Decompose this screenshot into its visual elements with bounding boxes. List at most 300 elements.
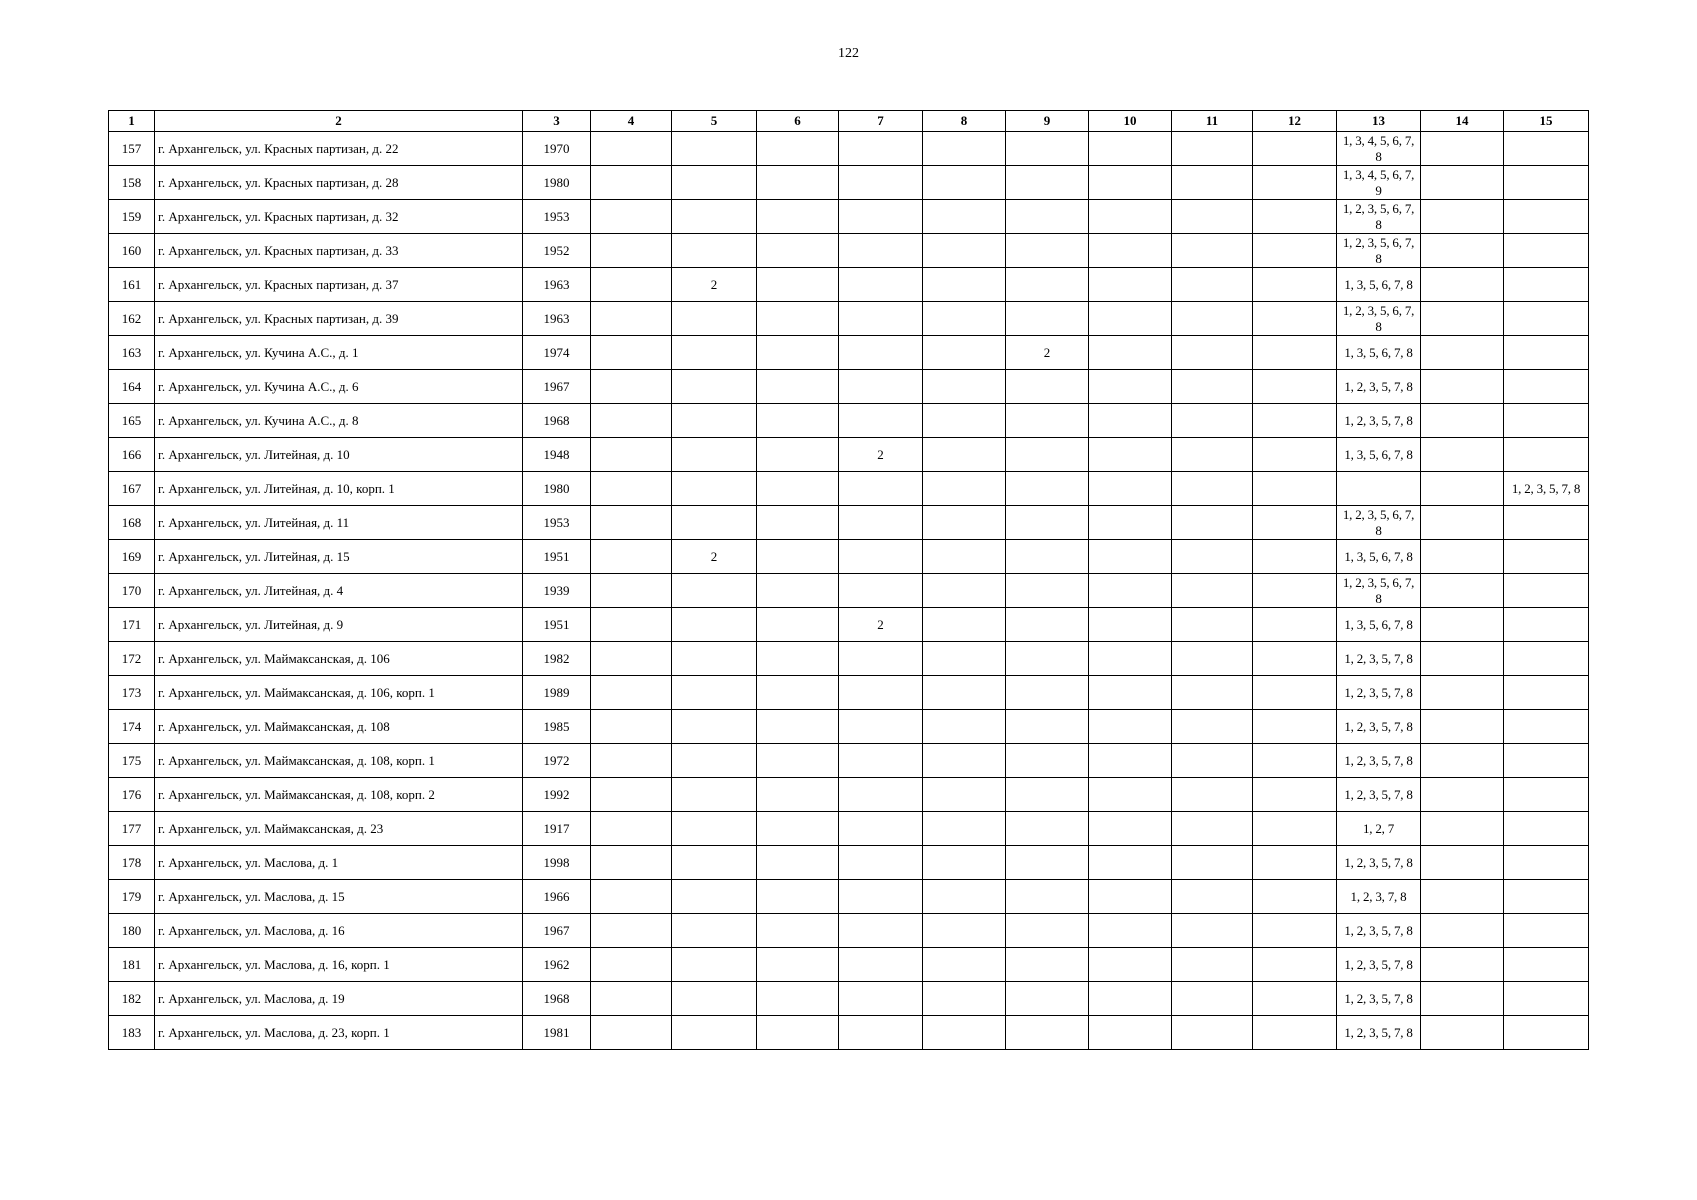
col-11-cell (1172, 370, 1253, 404)
address-cell: г. Архангельск, ул. Литейная, д. 4 (155, 574, 523, 608)
column-header-10: 10 (1089, 111, 1172, 132)
address-cell: г. Архангельск, ул. Кучина А.С., д. 8 (155, 404, 523, 438)
row-number-cell: 160 (109, 234, 155, 268)
col-5-cell (672, 1016, 757, 1050)
table-row (109, 574, 1589, 608)
col-5-cell (672, 914, 757, 948)
col-9-cell (1006, 880, 1089, 914)
col-6-cell (757, 166, 839, 200)
col-4-cell (591, 336, 672, 370)
col-8-cell (923, 234, 1006, 268)
col-6-cell (757, 132, 839, 166)
col-4-cell (591, 914, 672, 948)
col-9-cell (1006, 846, 1089, 880)
col-5-cell (672, 506, 757, 540)
row-number-cell: 172 (109, 642, 155, 676)
col-14-cell (1421, 1016, 1504, 1050)
col-14-cell (1421, 676, 1504, 710)
col-11-cell (1172, 778, 1253, 812)
col-9-cell (1006, 200, 1089, 234)
row-number-cell: 168 (109, 506, 155, 540)
col-13-cell: 1, 2, 3, 5, 7, 8 (1337, 846, 1421, 880)
col-14-cell (1421, 370, 1504, 404)
col-14-cell (1421, 234, 1504, 268)
col-15-cell (1504, 438, 1589, 472)
col-11-cell (1172, 676, 1253, 710)
address-cell: г. Архангельск, ул. Красных партизан, д. 28 (155, 166, 523, 200)
col-10-cell (1089, 744, 1172, 778)
table-row (109, 268, 1589, 302)
address-cell: г. Архангельск, ул. Литейная, д. 11 (155, 506, 523, 540)
col-13-cell: 1, 3, 5, 6, 7, 8 (1337, 540, 1421, 574)
col-4-cell (591, 812, 672, 846)
col-4-cell (591, 132, 672, 166)
row-number-cell: 182 (109, 982, 155, 1016)
col-4-cell (591, 506, 672, 540)
col-12-cell (1253, 540, 1337, 574)
col-15-cell (1504, 370, 1589, 404)
col-9-cell (1006, 234, 1089, 268)
col-12-cell (1253, 574, 1337, 608)
col-14-cell (1421, 472, 1504, 506)
col-9-cell (1006, 370, 1089, 404)
table-row (109, 438, 1589, 472)
column-header-1: 1 (109, 111, 155, 132)
col-12-cell (1253, 812, 1337, 846)
col-7-cell (839, 744, 923, 778)
col-6-cell (757, 642, 839, 676)
col-10-cell (1089, 336, 1172, 370)
col-15-cell (1504, 1016, 1589, 1050)
col-11-cell (1172, 404, 1253, 438)
col-15-cell (1504, 166, 1589, 200)
col-5-cell (672, 438, 757, 472)
year-cell: 1985 (523, 710, 591, 744)
col-15-cell (1504, 812, 1589, 846)
row-number-cell: 163 (109, 336, 155, 370)
table-header (109, 111, 1589, 132)
col-14-cell (1421, 200, 1504, 234)
col-15-cell (1504, 200, 1589, 234)
col-13-cell: 1, 2, 3, 5, 6, 7, 8 (1337, 234, 1421, 268)
col-4-cell (591, 710, 672, 744)
col-10-cell (1089, 608, 1172, 642)
col-12-cell (1253, 472, 1337, 506)
col-10-cell (1089, 812, 1172, 846)
year-cell: 1962 (523, 948, 591, 982)
col-11-cell (1172, 438, 1253, 472)
column-header-3: 3 (523, 111, 591, 132)
col-12-cell (1253, 676, 1337, 710)
col-5-cell (672, 472, 757, 506)
col-5-cell (672, 846, 757, 880)
address-cell: г. Архангельск, ул. Маслова, д. 15 (155, 880, 523, 914)
col-10-cell (1089, 778, 1172, 812)
col-6-cell (757, 778, 839, 812)
col-10-cell (1089, 574, 1172, 608)
col-7-cell (839, 676, 923, 710)
col-12-cell (1253, 438, 1337, 472)
col-7-cell (839, 642, 923, 676)
col-8-cell (923, 404, 1006, 438)
col-4-cell (591, 268, 672, 302)
table-row (109, 948, 1589, 982)
col-14-cell (1421, 540, 1504, 574)
col-13-cell: 1, 3, 5, 6, 7, 8 (1337, 336, 1421, 370)
page-number: 122 (838, 46, 859, 61)
table-row (109, 166, 1589, 200)
col-13-cell: 1, 3, 5, 6, 7, 8 (1337, 608, 1421, 642)
col-8-cell (923, 336, 1006, 370)
col-9-cell (1006, 268, 1089, 302)
col-5-cell: 2 (672, 540, 757, 574)
col-9-cell (1006, 472, 1089, 506)
col-7-cell (839, 268, 923, 302)
col-4-cell (591, 234, 672, 268)
col-5-cell (672, 710, 757, 744)
col-13-cell: 1, 3, 4, 5, 6, 7, 8 (1337, 132, 1421, 166)
col-7-cell (839, 302, 923, 336)
col-5-cell (672, 608, 757, 642)
col-11-cell (1172, 200, 1253, 234)
col-14-cell (1421, 948, 1504, 982)
col-15-cell (1504, 132, 1589, 166)
col-15-cell (1504, 642, 1589, 676)
col-10-cell (1089, 914, 1172, 948)
col-14-cell (1421, 166, 1504, 200)
col-15-cell (1504, 540, 1589, 574)
col-9-cell (1006, 1016, 1089, 1050)
col-6-cell (757, 812, 839, 846)
address-cell: г. Архангельск, ул. Маслова, д. 1 (155, 846, 523, 880)
col-11-cell (1172, 336, 1253, 370)
col-15-cell (1504, 948, 1589, 982)
col-4-cell (591, 982, 672, 1016)
col-9-cell (1006, 438, 1089, 472)
table-row (109, 710, 1589, 744)
address-cell: г. Архангельск, ул. Литейная, д. 10, корп. 1 (155, 472, 523, 506)
year-cell: 1963 (523, 268, 591, 302)
col-8-cell (923, 948, 1006, 982)
col-15-cell (1504, 676, 1589, 710)
address-cell: г. Архангельск, ул. Красных партизан, д. 32 (155, 200, 523, 234)
col-7-cell (839, 846, 923, 880)
col-15-cell (1504, 880, 1589, 914)
col-13-cell: 1, 2, 3, 5, 7, 8 (1337, 1016, 1421, 1050)
col-9-cell (1006, 812, 1089, 846)
col-4-cell (591, 540, 672, 574)
col-15-cell (1504, 302, 1589, 336)
col-14-cell (1421, 982, 1504, 1016)
col-10-cell (1089, 200, 1172, 234)
year-cell: 1967 (523, 914, 591, 948)
col-14-cell (1421, 404, 1504, 438)
col-4-cell (591, 608, 672, 642)
col-11-cell (1172, 234, 1253, 268)
col-7-cell (839, 472, 923, 506)
col-7-cell (839, 1016, 923, 1050)
col-9-cell (1006, 166, 1089, 200)
col-11-cell (1172, 1016, 1253, 1050)
row-number-cell: 175 (109, 744, 155, 778)
address-cell: г. Архангельск, ул. Маймаксанская, д. 23 (155, 812, 523, 846)
col-8-cell (923, 438, 1006, 472)
col-5-cell (672, 200, 757, 234)
col-10-cell (1089, 268, 1172, 302)
col-15-cell (1504, 506, 1589, 540)
col-6-cell (757, 506, 839, 540)
col-7-cell (839, 710, 923, 744)
column-header-2: 2 (155, 111, 523, 132)
year-cell: 1968 (523, 404, 591, 438)
year-cell: 1980 (523, 166, 591, 200)
address-cell: г. Архангельск, ул. Красных партизан, д. 37 (155, 268, 523, 302)
col-14-cell (1421, 268, 1504, 302)
col-14-cell (1421, 302, 1504, 336)
column-header-4: 4 (591, 111, 672, 132)
col-7-cell (839, 506, 923, 540)
col-13-cell: 1, 2, 3, 5, 7, 8 (1337, 404, 1421, 438)
col-14-cell (1421, 710, 1504, 744)
table-row (109, 200, 1589, 234)
col-8-cell (923, 982, 1006, 1016)
col-12-cell (1253, 710, 1337, 744)
col-13-cell: 1, 2, 3, 5, 7, 8 (1337, 778, 1421, 812)
housing-register-table (108, 110, 1589, 1050)
col-13-cell: 1, 2, 3, 7, 8 (1337, 880, 1421, 914)
col-7-cell (839, 812, 923, 846)
col-11-cell (1172, 506, 1253, 540)
table-row (109, 336, 1589, 370)
col-10-cell (1089, 472, 1172, 506)
year-cell: 1951 (523, 608, 591, 642)
col-11-cell (1172, 268, 1253, 302)
col-13-cell: 1, 2, 3, 5, 7, 8 (1337, 744, 1421, 778)
row-number-cell: 159 (109, 200, 155, 234)
year-cell: 1963 (523, 302, 591, 336)
year-cell: 1998 (523, 846, 591, 880)
year-cell: 1917 (523, 812, 591, 846)
table-row (109, 540, 1589, 574)
col-13-cell: 1, 3, 4, 5, 6, 7, 9 (1337, 166, 1421, 200)
col-15-cell (1504, 710, 1589, 744)
row-number-cell: 180 (109, 914, 155, 948)
col-11-cell (1172, 846, 1253, 880)
col-10-cell (1089, 642, 1172, 676)
table-row (109, 880, 1589, 914)
col-5-cell (672, 370, 757, 404)
table-row (109, 812, 1589, 846)
col-15-cell (1504, 778, 1589, 812)
col-8-cell (923, 880, 1006, 914)
row-number-cell: 176 (109, 778, 155, 812)
col-8-cell (923, 812, 1006, 846)
col-4-cell (591, 472, 672, 506)
col-8-cell (923, 540, 1006, 574)
col-14-cell (1421, 880, 1504, 914)
row-number-cell: 167 (109, 472, 155, 506)
col-7-cell (839, 404, 923, 438)
address-cell: г. Архангельск, ул. Красных партизан, д. 33 (155, 234, 523, 268)
col-6-cell (757, 336, 839, 370)
col-10-cell (1089, 370, 1172, 404)
column-header-15: 15 (1504, 111, 1589, 132)
address-cell: г. Архангельск, ул. Маслова, д. 16 (155, 914, 523, 948)
year-cell: 1953 (523, 200, 591, 234)
col-7-cell: 2 (839, 608, 923, 642)
table-row (109, 676, 1589, 710)
year-cell: 1948 (523, 438, 591, 472)
col-14-cell (1421, 744, 1504, 778)
col-7-cell (839, 540, 923, 574)
row-number-cell: 179 (109, 880, 155, 914)
col-4-cell (591, 642, 672, 676)
address-cell: г. Архангельск, ул. Маймаксанская, д. 106, корп. 1 (155, 676, 523, 710)
col-9-cell (1006, 506, 1089, 540)
col-12-cell (1253, 846, 1337, 880)
col-7-cell (839, 948, 923, 982)
col-13-cell: 1, 2, 7 (1337, 812, 1421, 846)
col-6-cell (757, 472, 839, 506)
col-10-cell (1089, 404, 1172, 438)
col-10-cell (1089, 438, 1172, 472)
col-12-cell (1253, 302, 1337, 336)
row-number-cell: 165 (109, 404, 155, 438)
year-cell: 1951 (523, 540, 591, 574)
col-8-cell (923, 166, 1006, 200)
col-8-cell (923, 608, 1006, 642)
table-row (109, 472, 1589, 506)
col-9-cell (1006, 948, 1089, 982)
col-13-cell: 1, 2, 3, 5, 7, 8 (1337, 642, 1421, 676)
address-cell: г. Архангельск, ул. Кучина А.С., д. 6 (155, 370, 523, 404)
address-cell: г. Архангельск, ул. Литейная, д. 9 (155, 608, 523, 642)
col-8-cell (923, 200, 1006, 234)
col-6-cell (757, 404, 839, 438)
row-number-cell: 162 (109, 302, 155, 336)
row-number-cell: 166 (109, 438, 155, 472)
col-8-cell (923, 268, 1006, 302)
col-4-cell (591, 404, 672, 438)
col-9-cell (1006, 676, 1089, 710)
col-11-cell (1172, 166, 1253, 200)
col-11-cell (1172, 608, 1253, 642)
year-cell: 1939 (523, 574, 591, 608)
col-12-cell (1253, 234, 1337, 268)
col-14-cell (1421, 846, 1504, 880)
col-13-cell: 1, 2, 3, 5, 7, 8 (1337, 948, 1421, 982)
col-10-cell (1089, 982, 1172, 1016)
col-9-cell: 2 (1006, 336, 1089, 370)
col-11-cell (1172, 710, 1253, 744)
col-14-cell (1421, 812, 1504, 846)
col-8-cell (923, 574, 1006, 608)
table-row (109, 846, 1589, 880)
address-cell: г. Архангельск, ул. Маслова, д. 19 (155, 982, 523, 1016)
col-10-cell (1089, 540, 1172, 574)
col-15-cell: 1, 2, 3, 5, 7, 8 (1504, 472, 1589, 506)
col-5-cell (672, 166, 757, 200)
col-4-cell (591, 166, 672, 200)
col-10-cell (1089, 506, 1172, 540)
row-number-cell: 178 (109, 846, 155, 880)
col-15-cell (1504, 608, 1589, 642)
col-6-cell (757, 574, 839, 608)
row-number-cell: 183 (109, 1016, 155, 1050)
address-cell: г. Архангельск, ул. Красных партизан, д. 39 (155, 302, 523, 336)
col-15-cell (1504, 404, 1589, 438)
address-cell: г. Архангельск, ул. Красных партизан, д. 22 (155, 132, 523, 166)
col-9-cell (1006, 132, 1089, 166)
col-12-cell (1253, 132, 1337, 166)
col-5-cell (672, 948, 757, 982)
col-9-cell (1006, 404, 1089, 438)
col-15-cell (1504, 234, 1589, 268)
col-8-cell (923, 132, 1006, 166)
col-8-cell (923, 710, 1006, 744)
col-5-cell (672, 336, 757, 370)
col-15-cell (1504, 982, 1589, 1016)
table-row (109, 778, 1589, 812)
col-6-cell (757, 268, 839, 302)
col-7-cell (839, 778, 923, 812)
col-4-cell (591, 948, 672, 982)
col-7-cell (839, 166, 923, 200)
year-cell: 1974 (523, 336, 591, 370)
col-5-cell (672, 642, 757, 676)
col-13-cell: 1, 2, 3, 5, 6, 7, 8 (1337, 506, 1421, 540)
col-8-cell (923, 370, 1006, 404)
col-8-cell (923, 642, 1006, 676)
col-10-cell (1089, 1016, 1172, 1050)
col-15-cell (1504, 336, 1589, 370)
col-8-cell (923, 506, 1006, 540)
year-cell: 1966 (523, 880, 591, 914)
table-body (109, 132, 1589, 1050)
row-number-cell: 173 (109, 676, 155, 710)
column-header-13: 13 (1337, 111, 1421, 132)
row-number-cell: 161 (109, 268, 155, 302)
column-header-12: 12 (1253, 111, 1337, 132)
column-header-7: 7 (839, 111, 923, 132)
col-12-cell (1253, 370, 1337, 404)
year-cell: 1972 (523, 744, 591, 778)
table-row (109, 132, 1589, 166)
col-9-cell (1006, 778, 1089, 812)
col-14-cell (1421, 608, 1504, 642)
column-header-8: 8 (923, 111, 1006, 132)
year-cell: 1953 (523, 506, 591, 540)
table-row (109, 370, 1589, 404)
col-5-cell (672, 676, 757, 710)
col-8-cell (923, 778, 1006, 812)
col-13-cell: 1, 2, 3, 5, 6, 7, 8 (1337, 302, 1421, 336)
col-9-cell (1006, 914, 1089, 948)
col-14-cell (1421, 438, 1504, 472)
col-14-cell (1421, 642, 1504, 676)
col-10-cell (1089, 676, 1172, 710)
col-12-cell (1253, 200, 1337, 234)
row-number-cell: 181 (109, 948, 155, 982)
col-14-cell (1421, 574, 1504, 608)
col-7-cell (839, 370, 923, 404)
col-8-cell (923, 1016, 1006, 1050)
col-6-cell (757, 744, 839, 778)
col-11-cell (1172, 540, 1253, 574)
col-12-cell (1253, 778, 1337, 812)
col-4-cell (591, 1016, 672, 1050)
column-header-6: 6 (757, 111, 839, 132)
